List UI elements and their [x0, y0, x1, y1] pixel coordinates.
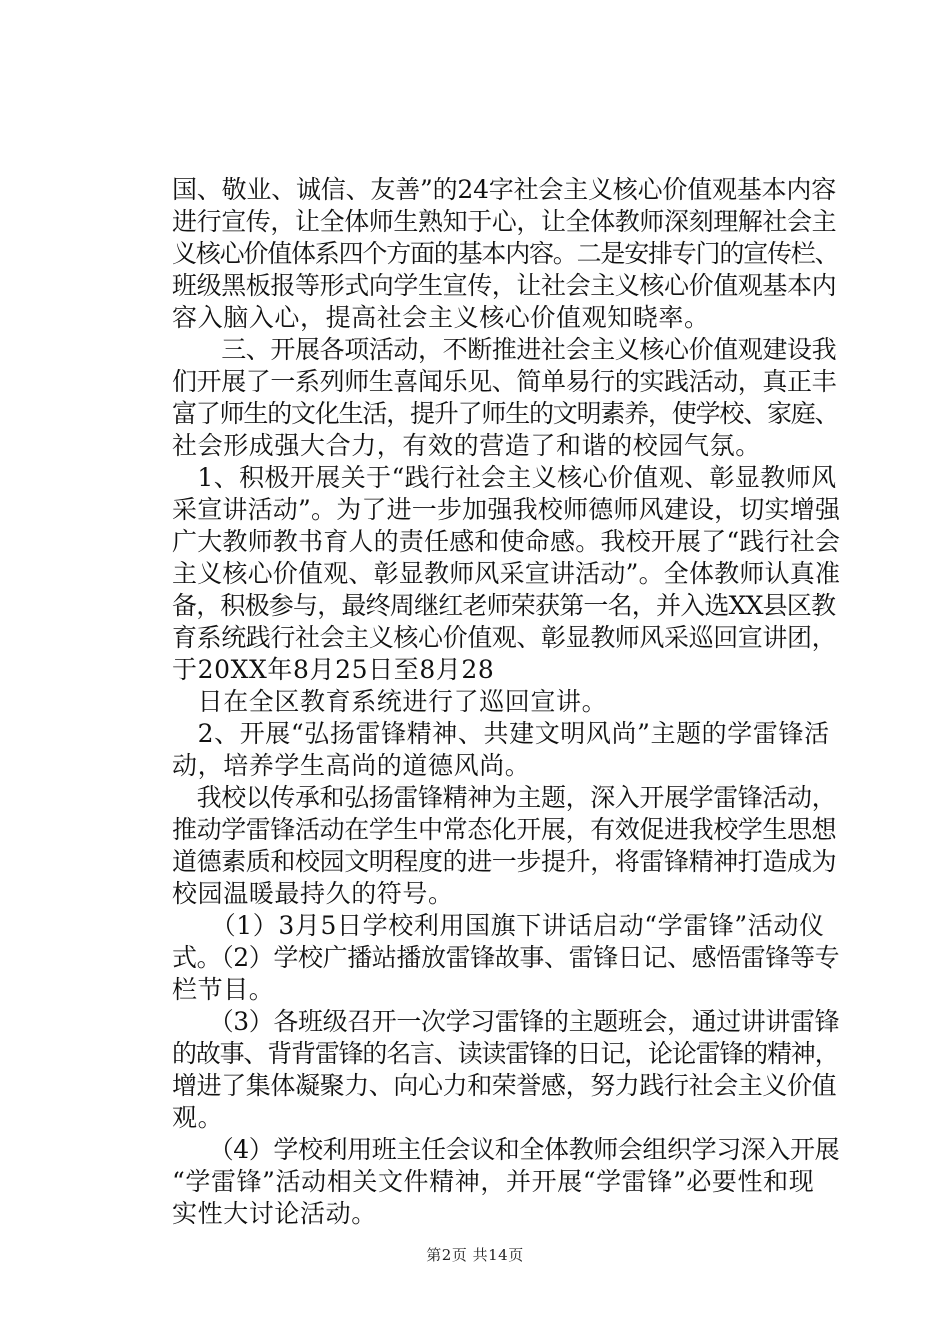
- text-line: 班级黑板报等形式向学生宣传，让社会主义核心价值观基本内: [172, 271, 837, 300]
- text-line: 栏节目。: [172, 975, 275, 1004]
- text-line: 2、开展“弘扬雷锋精神、共建文明风尚”主题的学雷锋活: [172, 719, 830, 748]
- text-line: （3）各班级召开一次学习雷锋的主题班会，通过讲讲雷锋: [172, 1007, 840, 1036]
- text-line: 实性大讨论活动。: [172, 1199, 377, 1228]
- text-line: 道德素质和校园文明程度的进一步提升，将雷锋精神打造成为: [172, 847, 837, 876]
- text-line: 采宣讲活动”。为了进一步加强我校师德师风建设，切实增强: [172, 495, 841, 524]
- text-line: 式。（2）学校广播站播放雷锋故事、雷锋日记、感悟雷锋等专: [172, 943, 840, 972]
- document-body: [172, 174, 840, 1230]
- text-line: （4）学校利用班主任会议和全体教师会组织学习深入开展: [172, 1135, 840, 1164]
- text-line: “学雷锋”活动相关文件精神，并开展“学雷锋”必要性和现: [172, 1167, 815, 1196]
- text-line: 富了师生的文化生活，提升了师生的文明素养，使学校、家庭、: [172, 399, 839, 428]
- text-line: 增进了集体凝聚力、向心力和荣誉感，努力践行社会主义价值: [172, 1071, 837, 1100]
- text-line: 日在全区教育系统进行了巡回宣讲。: [172, 687, 608, 716]
- text-line: 义核心价值体系四个方面的基本内容。二是安排专门的宣传栏、: [172, 239, 839, 268]
- text-line: 育系统践行社会主义核心价值观、彰显教师风采巡回宣讲团，: [172, 623, 837, 652]
- text-line: 1、积极开展关于“践行社会主义核心价值观、彰显教师风: [172, 463, 837, 492]
- text-line: 于20XX年8月25日至8月28: [172, 655, 495, 684]
- text-line: 我校以传承和弘扬雷锋精神为主题，深入开展学雷锋活动，: [172, 783, 837, 812]
- text-line: 社会形成强大合力，有效的营造了和谐的校园气氛。: [172, 431, 761, 460]
- text-line: 备，积极参与，最终周继红老师荣获第一名，并入选XX县区教: [172, 591, 836, 620]
- text-line: 们开展了一系列师生喜闻乐见、简单易行的实践活动，真正丰: [172, 367, 837, 396]
- text-line: （1）3月5日学校利用国旗下讲话启动“学雷锋”活动仪: [172, 911, 825, 940]
- text-line: 观。: [172, 1103, 224, 1132]
- page-footer: 第2页 共14页: [426, 1246, 524, 1264]
- text-line: 的故事、背背雷锋的名言、读读雷锋的日记，论论雷锋的精神，: [172, 1039, 839, 1068]
- text-line: 动，培养学生高尚的道德风尚。: [172, 751, 531, 780]
- text-line: 推动学雷锋活动在学生中常态化开展，有效促进我校学生思想: [172, 815, 837, 844]
- text-line: 广大教师教书育人的责任感和使命感。我校开展了“践行社会: [172, 527, 841, 556]
- text-line: 三、开展各项活动，不断推进社会主义核心价值观建设我: [172, 335, 837, 364]
- text-line: 国、敬业、诚信、友善”的24字社会主义核心价值观基本内容: [172, 175, 836, 204]
- text-line: 校园温暖最持久的符号。: [172, 879, 454, 908]
- text-line: 容入脑入心，提高社会主义核心价值观知晓率。: [172, 303, 710, 332]
- text-line: 主义核心价值观、彰显教师风采宣讲活动”。全体教师认真准: [172, 559, 841, 588]
- text-line: 进行宣传，让全体师生熟知于心，让全体教师深刻理解社会主: [172, 207, 837, 236]
